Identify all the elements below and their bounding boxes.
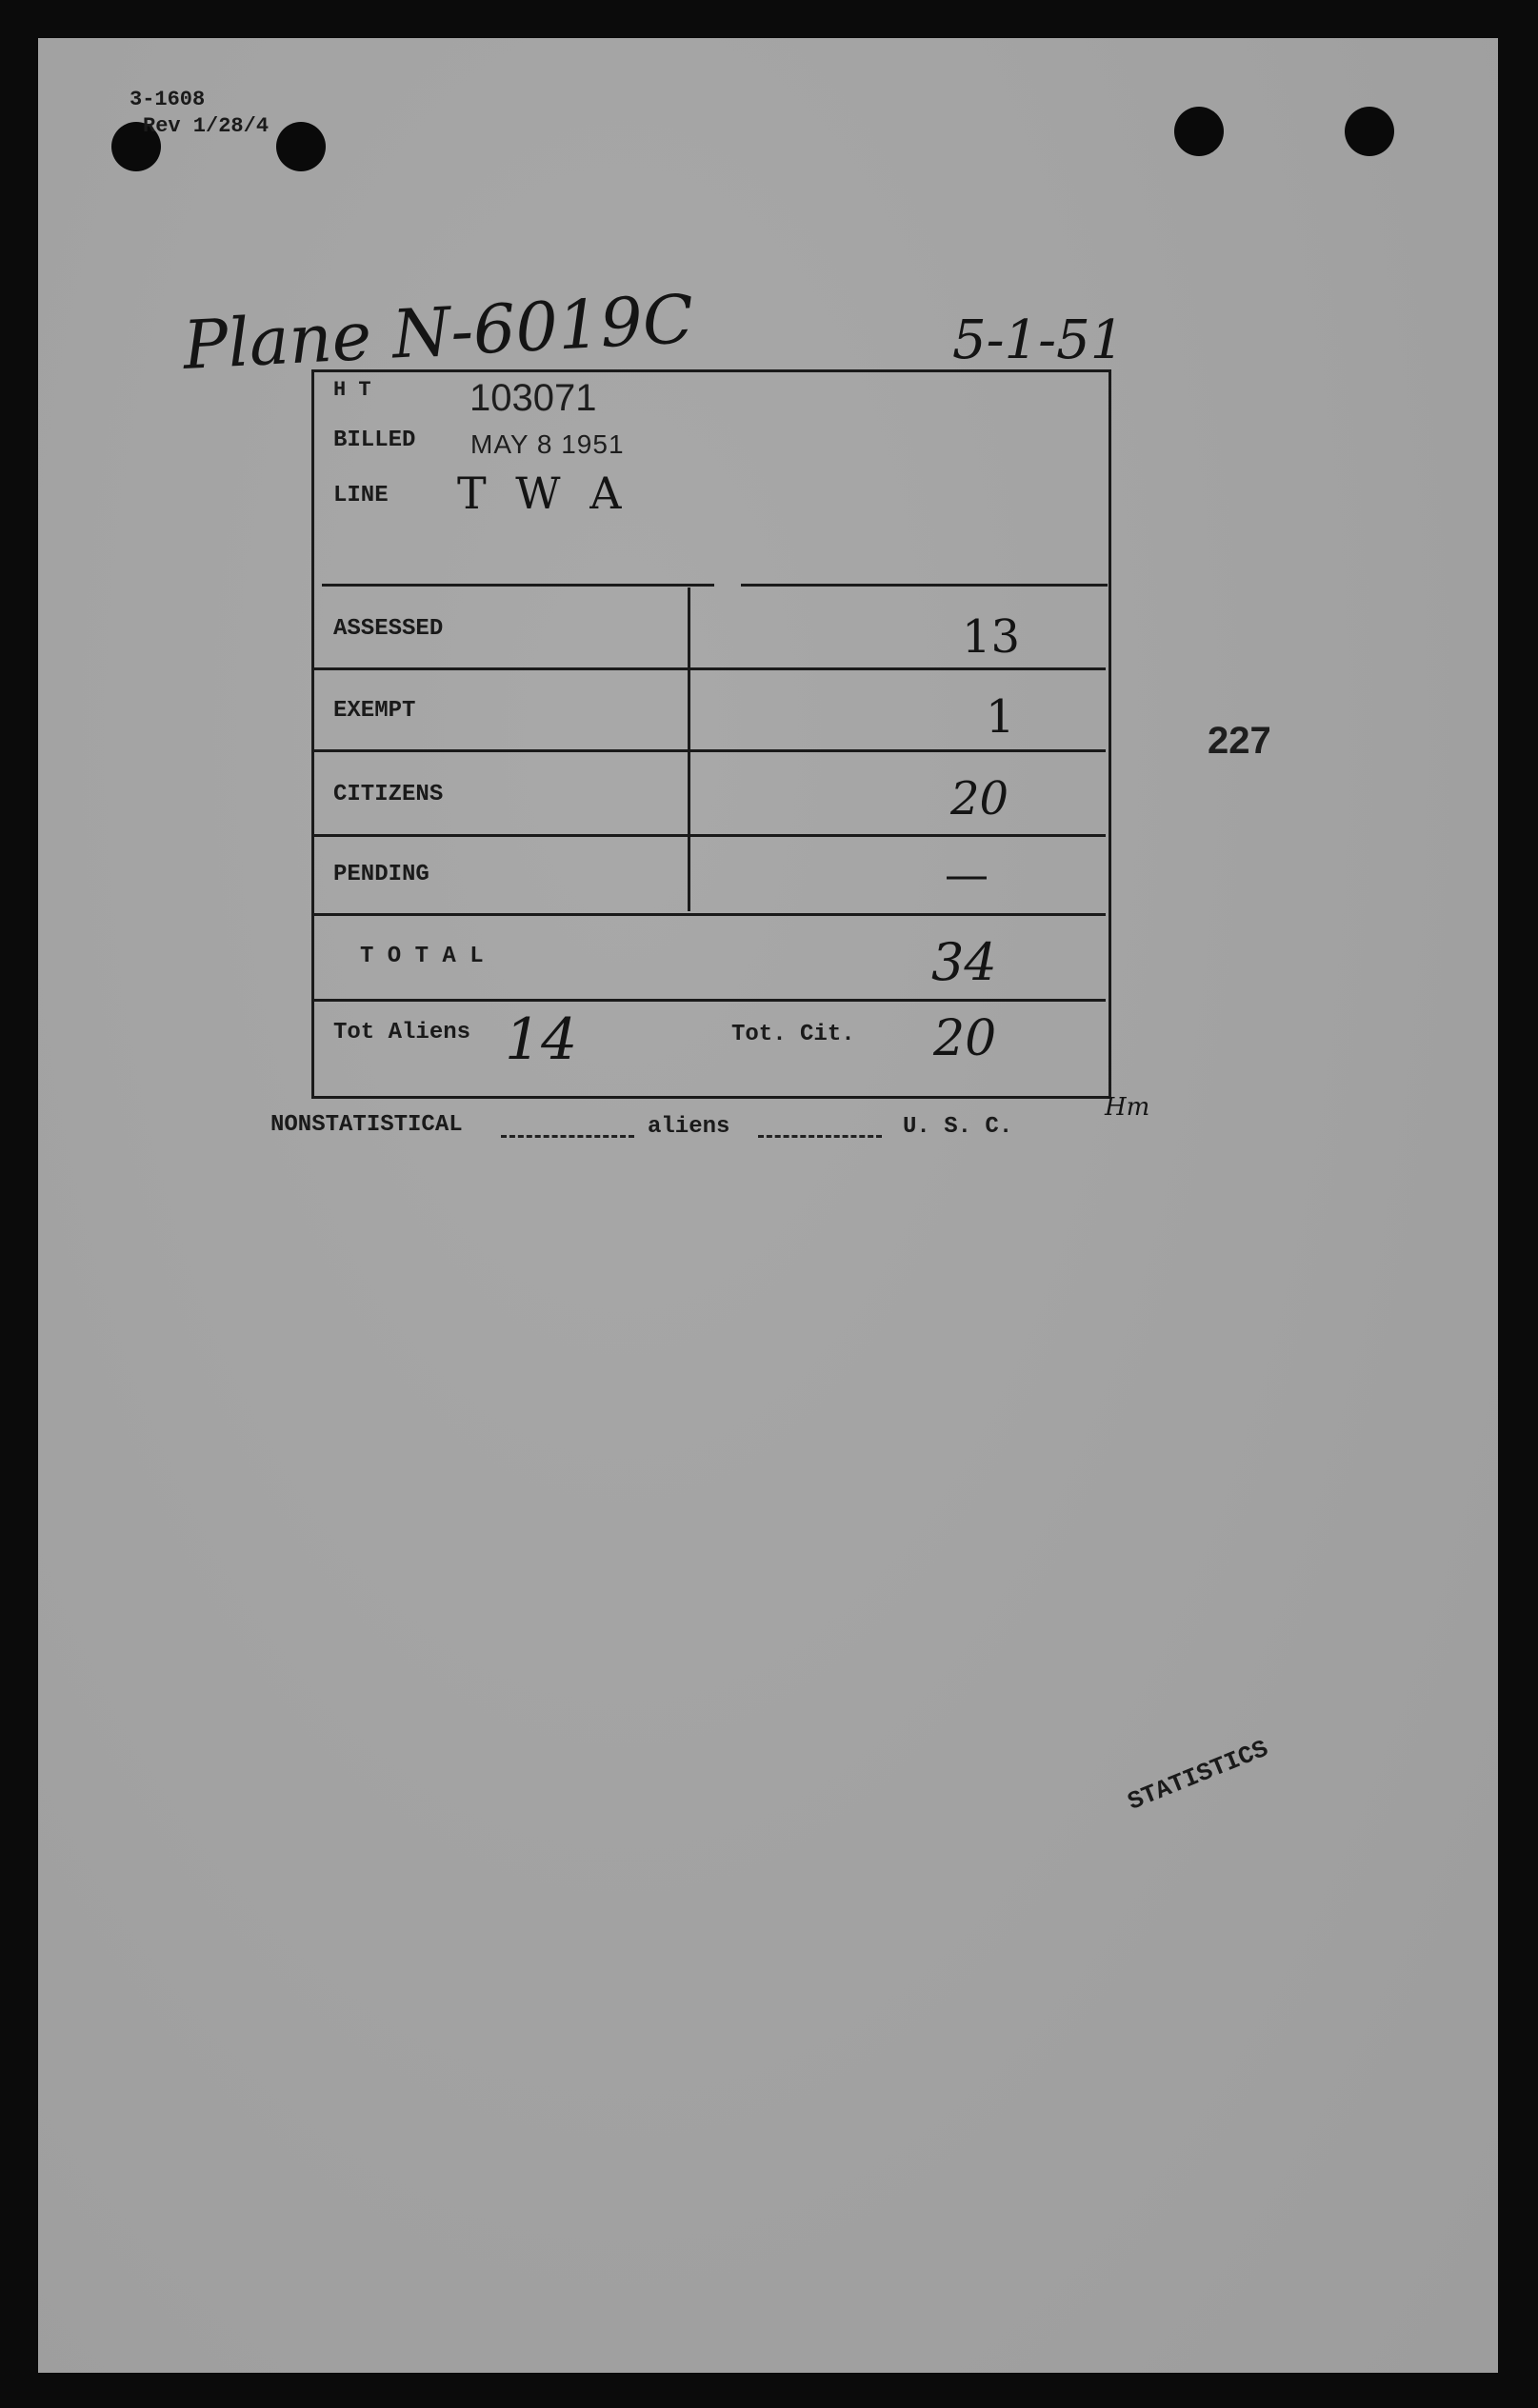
tot-aliens-label: Tot Aliens — [333, 1020, 471, 1045]
row-line — [314, 749, 1106, 752]
row-value-exempt: 1 — [986, 690, 1015, 744]
row-line — [314, 999, 1106, 1002]
punch-hole-left-2 — [276, 122, 326, 171]
nonstatistical-label: NONSTATISTICAL — [270, 1112, 463, 1138]
nonstatistical-aliens-label: aliens — [648, 1114, 730, 1140]
statistics-stamp: STATISTICS — [1124, 1734, 1272, 1817]
tot-cit-value: 20 — [933, 1010, 997, 1067]
ht-label: H T — [333, 378, 371, 402]
row-label-assessed: ASSESSED — [333, 616, 444, 642]
separator-left — [322, 584, 714, 587]
ht-number: 103071 — [469, 377, 597, 419]
margin-number: 227 — [1208, 720, 1271, 762]
date-label: 5-1-51 — [952, 309, 1125, 371]
row-value-assessed: 13 — [962, 610, 1021, 664]
row-label-exempt: EXEMPT — [333, 698, 416, 724]
total-value: 34 — [931, 932, 997, 992]
form-number: 3-1608 — [130, 88, 206, 111]
form-revision: Rev 1/28/4 — [143, 114, 270, 138]
document-page — [38, 38, 1498, 2373]
row-value-pending: — — [945, 848, 989, 900]
separator-right — [741, 584, 1108, 587]
row-line — [314, 667, 1106, 670]
billed-label: BILLED — [333, 428, 416, 453]
plane-label: Plane N-6019C — [181, 280, 696, 385]
line-value: T W A — [457, 468, 629, 519]
total-label: T O T A L — [360, 944, 484, 969]
punch-hole-far-right — [1345, 107, 1394, 156]
nonstatistical-usc-blank — [758, 1135, 882, 1138]
tot-cit-label: Tot. Cit. — [731, 1022, 855, 1047]
row-value-citizens: 20 — [950, 772, 1009, 826]
row-label-citizens: CITIZENS — [333, 782, 444, 807]
manifest-form — [311, 369, 1111, 1099]
tot-aliens-value: 14 — [505, 1006, 578, 1073]
row-line — [314, 834, 1106, 837]
row-line — [314, 913, 1106, 916]
line-label: LINE — [333, 483, 389, 508]
nonstatistical-usc-label: U. S. C. — [903, 1114, 1013, 1140]
nonstatistical-aliens-blank — [501, 1135, 634, 1138]
punch-hole-right — [1174, 107, 1224, 156]
initials: Hm — [1105, 1093, 1150, 1122]
billed-date: MAY 8 1951 — [470, 429, 625, 459]
row-label-pending: PENDING — [333, 862, 429, 887]
